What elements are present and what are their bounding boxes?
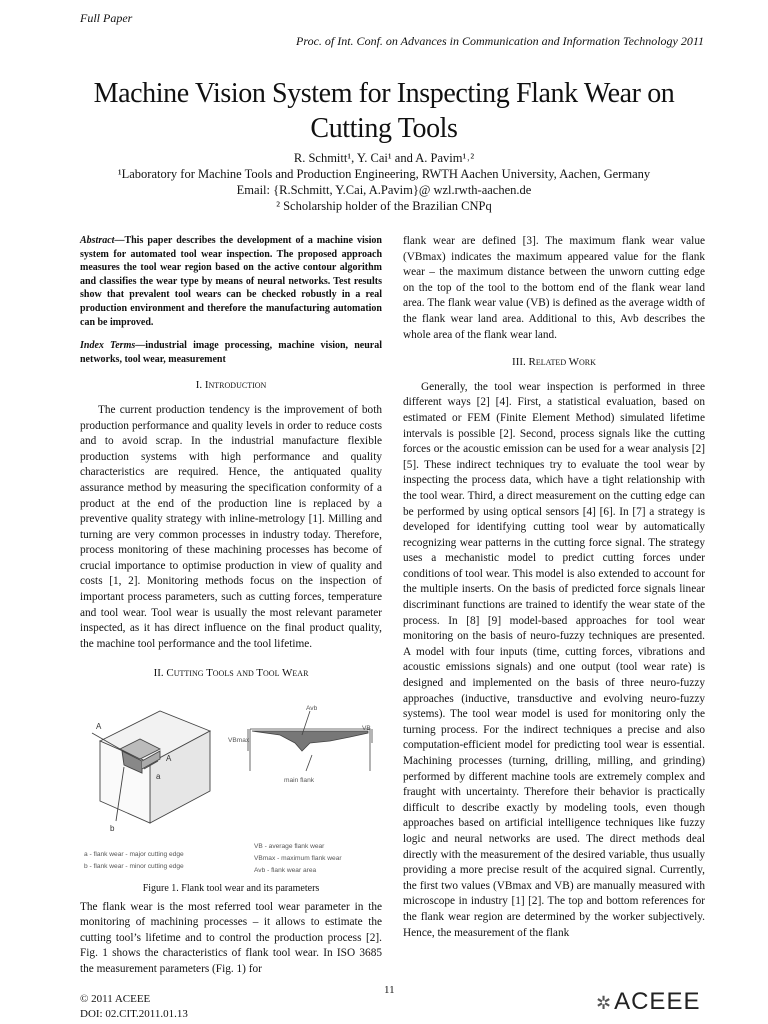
- star-icon: ✲: [596, 993, 613, 1013]
- related-work-text: Generally, the tool wear inspection is performed in three different ways [2] [4]. First, a statistical evaluation, based on estimated or FEM (Finite Element Method) simulated lifetime intervals is possible [2]. Second, process signals like the cutting forces or the acoustic emission can be used for a wear analysis [2] [5]. These indirect techniques try to evaluate the tool wear by inspecting the process data, which have a tight relationship with the tool wear. Third, a direct measurement on the cutting edge can be performed by using optical sensors [4] [6]. In [7] a strategy is developed for identifying cutting tool wear by automatically recognizing wear patterns in the cutting force signal. The strategy uses a mechanistic model to predict cutting forces under conditions of tool wear. This model is also extended to account for the multiple inserts. On the basis of predicted force signals linear discriminant functions are trained to identify the wear state of the process. In [8] [9] model-based approaches for tool wear monitoring on the basis of neuro-fuzzy techniques are presented. A model with four inputs (time, cutting forces, vibrations and acoustic emissions signals) and one output (tool wear rate) is designed and implemented on the basis of three neuro-fuzzy approaches (inductive, transductive and evolving neuro-fuzzy systems). The tool wear model is used for monitoring only the turning process. For the indirect techniques a precise and also computation-efficient model for predicting tool wear is essential. Machining processes (turning, drilling, milling, and grinding) performed by different machine tools are extremely complex and fraught with uncertainty. Therefore their behavior is practically difficult to describe exactly by modeling tools, even though approaches based on artificial intelligence techniques like fuzzy logic and neural networks are used. The direct methods deal directly with the measurement of the desired variable, thus usually providing a more precise result of the acquired signal. Currently, the first two values (VBmax and VB) are manually measured with microscope in industry [1] [2]. The top and bottom references for the flank wear region are determined by the worker subjectively. Hence, the measurement of the flank: [403, 380, 705, 939]
- label-vbmax: VBmax: [228, 737, 250, 745]
- section-title: Related Work: [528, 356, 596, 369]
- label-a: a: [156, 772, 161, 782]
- section-heading-related-work: [403, 355, 705, 371]
- cutting-tool-drawing: [92, 711, 210, 823]
- label-A: A: [96, 722, 102, 732]
- section-heading-cutting-tools: [80, 666, 382, 682]
- doi: DOI: 02.CIT.2011.01.13: [80, 1008, 188, 1020]
- author-block: [60, 150, 708, 214]
- label-A-prime: A: [166, 754, 172, 764]
- section-title: Cutting Tools and Tool Wear: [166, 667, 309, 680]
- index-terms-label: Index Terms: [80, 340, 136, 352]
- label-avb: Avb: [306, 705, 318, 713]
- cutting-tools-text: The flank wear is the most referred tool wear parameter in the monitoring of machining processes – it allows to estimate the cutting tool’s lifetime and to control the production process [2]. Fig. 1 shows the characteristics of flank tool wear. In ISO 3685 the measurement parameters (Fig. 1) for: [80, 900, 382, 975]
- left-column: [80, 234, 382, 978]
- figure-caption: Figure 1. Flank tool wear and its parameters: [142, 883, 320, 895]
- paper-title: [60, 76, 708, 146]
- title-line-2: Cutting Tools: [310, 113, 458, 144]
- label-b: b: [110, 824, 115, 834]
- legend-a: a - flank wear - major cutting edge: [84, 851, 184, 859]
- section-number: II.: [153, 667, 164, 680]
- legend-b: b - flank wear - minor cutting edge: [84, 863, 184, 871]
- footer-left: [80, 992, 188, 1022]
- section-title: Introduction: [204, 379, 267, 392]
- abstract: [80, 234, 382, 329]
- figure-1: [80, 691, 382, 875]
- abstract-label: Abstract: [80, 235, 115, 246]
- flank-wear-definition-text: flank wear are defined [3]. The maximum flank wear value (VBmax) indicates the maximum appeared value for the flank wear – the maximum distance between the unworn cutting edge on the top of the tool to the bottom end of the flank wear land area. The flank wear value (VB) is defined as the average width of the flank wear land area. Additional to this, Avb describes the whole area of the flank wear land.: [403, 235, 705, 341]
- flank-wear-profile: [248, 711, 372, 771]
- copyright: © 2011 ACEEE: [80, 993, 151, 1005]
- section-number: III.: [512, 356, 526, 369]
- page-number: 11: [384, 984, 395, 996]
- conference-header: Proc. of Int. Conf. on Advances in Communication and Information Technology 2011: [296, 34, 704, 48]
- right-column: [403, 234, 705, 941]
- title-line-1: Machine Vision System for Inspecting Flank Wear on: [93, 78, 675, 109]
- index-terms: [80, 339, 382, 366]
- journal-type: Full Paper: [80, 11, 133, 25]
- affiliation-2: ² Scholarship holder of the Brazilian CNPq: [276, 199, 492, 213]
- affiliation-1: ¹Laboratory for Machine Tools and Production Engineering, RWTH Aachen University, Aachen, Germany: [117, 167, 651, 181]
- introduction-text: The current production tendency is the improvement of both production performance and quality levels in order to reduce costs and to avoid scrap. In the industrial manufacture flexible production systems with high performance and quality characteristics are required. Hence, the antiquated quality assurance method by measuring the specification conformity of a product at the end of the production line is replaced by a preventive quality strategy with inline-metrology [1]. Milling and turning are very common processes in industry today. Therefore, process monitoring of these machining processes has become of crucial importance to optimise production in view of quality and costs [1, 2]. Monitoring methods focus on the inspection of important process parameters, such as cutting forces, temperature and tool wear. Tool wear is usually the most relevant parameter inspected, as it has direct influence on the final product quality, the machine tool performance and the tool lifetime.: [80, 403, 382, 650]
- authors: R. Schmitt¹, Y. Cai¹ and A. Pavim¹˒²: [293, 151, 475, 165]
- index-terms-text: —industrial image processing, machine vision, neural networks, tool wear, measurement: [80, 340, 382, 365]
- legend-vb: VB - average flank wear: [254, 843, 325, 851]
- legend-vbmax: VBmax - maximum flank wear: [254, 855, 342, 863]
- legend-avb: Avb - flank wear area: [254, 867, 317, 875]
- label-vb: VB: [362, 725, 371, 733]
- label-main-flank: main flank: [284, 777, 315, 785]
- abstract-text: —This paper describes the development of a machine vision system for automated tool wear inspection. The proposed approach measures the tool wear region based on the active contour algorithm and classifies the wear type by means of neural networks. Test results show that prevalent tool wears can be checked robustly in a real production environment and therefore the manufacturing automation can be improved.: [80, 235, 382, 328]
- logo-text: ACEEE: [614, 988, 701, 1015]
- email: Email: {R.Schmitt, Y.Cai, A.Pavim}@ wzl.rwth-aachen.de: [236, 183, 532, 197]
- aceee-logo: [596, 988, 700, 1016]
- section-number: I.: [195, 379, 203, 392]
- section-heading-introduction: [80, 378, 382, 394]
